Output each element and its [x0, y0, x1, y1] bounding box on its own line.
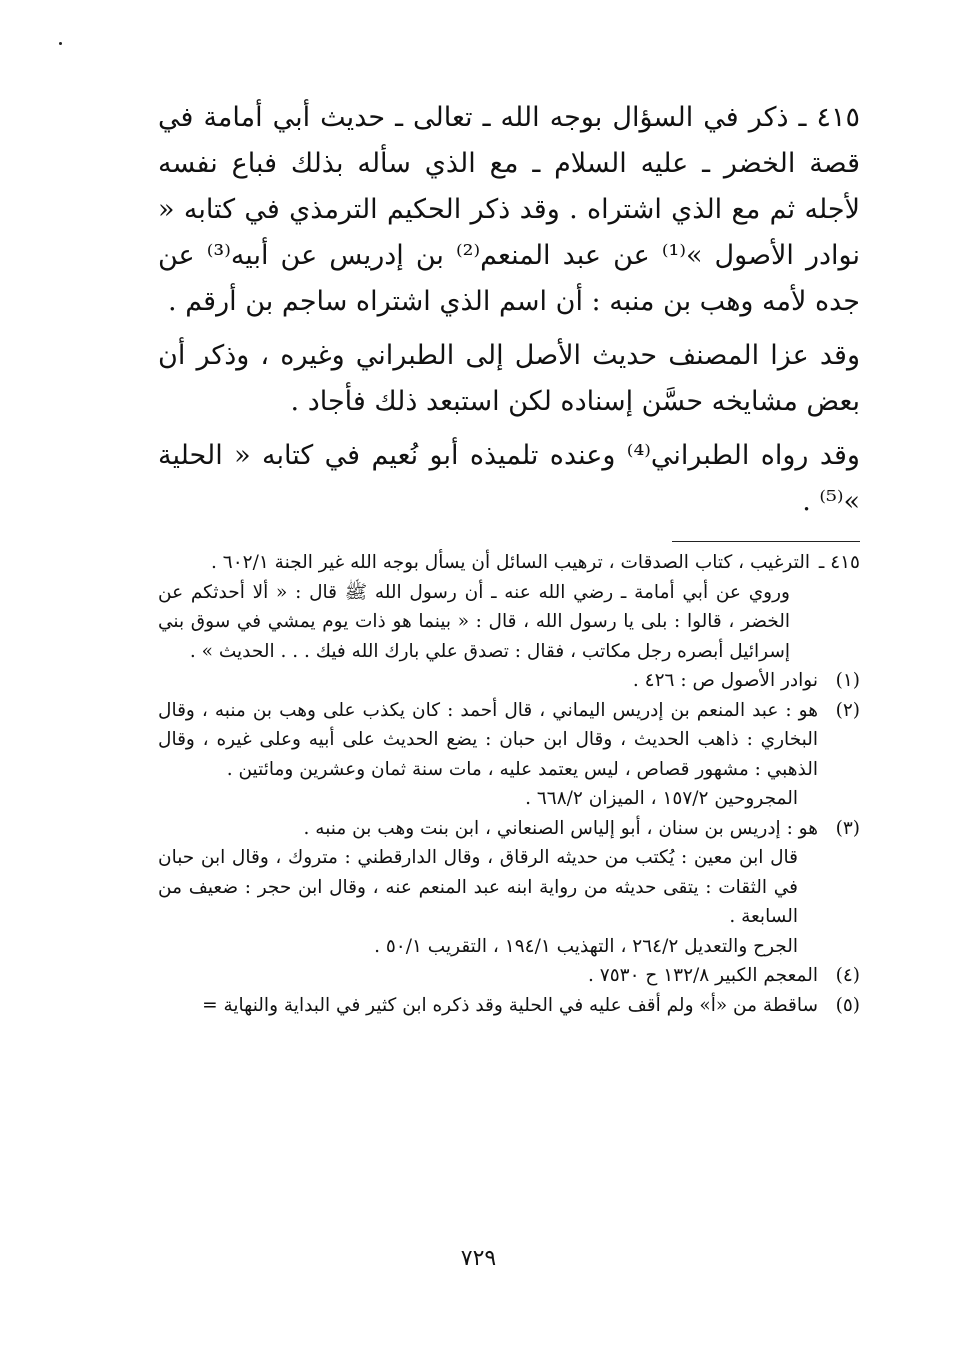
footnote-body	[158, 666, 818, 696]
footnote-line: الجرح والتعديل ٢٦٤/٢ ، التهذيب ١٩٤/١ ، التقريب ٥٠/١ .	[374, 935, 798, 957]
footnote-body	[158, 696, 818, 814]
footnote-line: قال ابن معين : يُكتب من حديثه الرقاق ، وقال الدارقطني : متروك ، وقال ابن حبان في الثقات : يتقى حديثه من رواية ابنه عبد المنعم عنه ، وقال ابن حجر : ضعيف من السابعة .	[158, 847, 798, 927]
footnote-line: هو : عبد المنعم بن إدريس اليماني ، قال أحمد : كان يكذب على وهب بن منبه ، وقال البخاري : ذاهب الحديث ، وقال ابن حبان : يضع الحديث على أبيه وعلى غيره ، وقال الذهبي : مشهور قصاص ، ليس يعتمد عليه ، مات سنة ثمان وعشرين ومائتين .	[158, 699, 818, 780]
footnote-line: الترغيب ، كتاب الصدقات ، ترهيب السائل أن يسأل بوجه الله غير الجنة ٦٠٢/١ .	[211, 552, 810, 573]
footnote-number: (٥)	[835, 994, 860, 1016]
footnote-body	[158, 991, 818, 1021]
footnote-line: المجروحين ١٥٧/٢ ، الميزان ٦٦٨/٢ .	[525, 788, 798, 809]
footnote-2	[158, 696, 860, 814]
footnote-1	[158, 666, 860, 696]
footnotes-section	[158, 548, 860, 1020]
footnote-body	[158, 548, 810, 666]
footnote-number: (٢)	[835, 699, 860, 721]
paragraph-attribution: وقد عزا المصنف حديث الأصل إلى الطبراني وغيره ، وذكر أن بعض مشايخه حسَّن إسناده لكن استبعد ذلك فأجاد .	[158, 340, 860, 417]
footnote-number: (٤)	[835, 965, 860, 986]
footnote-415	[158, 548, 860, 666]
footnote-line: هو : إدريس بن سنان ، أبو إلياس الصنعاني ، ابن بنت وهب بن منبه .	[303, 817, 818, 839]
footnote-number: ٤١٥ ـ	[818, 552, 860, 573]
page-number: ٧٢٩	[460, 1246, 497, 1271]
main-text	[158, 95, 860, 525]
footnote-line: نوادر الأصول ص : ٤٢٦ .	[632, 670, 818, 691]
footnote-line: وروي عن أبي أمامة ـ رضي الله عنه ـ أن رسول الله ﷺ قال : « ألا أحدثكم عن الخضر ، قالوا : بلى يا رسول الله ، قال : « بينما هو ذات يوم يمشي في سوق بني إسرائيل أبصره رجل مكاتب ، فقال : تصدق علي بارك الله فيك . . . الحديث » .	[158, 581, 790, 662]
footnote-divider	[672, 541, 860, 542]
footnote-5	[158, 991, 860, 1021]
footnote-body	[158, 814, 818, 962]
footnote-4	[158, 961, 860, 991]
footnote-3	[158, 814, 860, 962]
footnote-number: (٣)	[835, 817, 860, 839]
paragraph-415: ٤١٥ ـ ذكر في السؤال بوجه الله ـ تعالى ـ حديث أبي أمامة في قصة الخضر ـ عليه السلام ـ مع الذي سأله بذلك فباع نفسه لأجله ثم مع الذي اشتراه . وقد ذكر الحكيم الترمذي في كتابه « نوادر الأصول »⁽¹⁾ عن عبد المنعم⁽²⁾ بن إدريس عن أبيه⁽³⁾ عن جده لأمه وهب بن منبه : أن اسم الذي اشتراه ساجم بن أرقم .	[158, 102, 861, 317]
footnote-body	[158, 961, 818, 991]
scan-speck	[59, 42, 62, 45]
footnote-line: ساقطة من «أ» ولم أقف عليه في الحلية وقد ذكره ابن كثير في البداية والنهاية =	[202, 994, 818, 1016]
paragraph-narration: وقد رواه الطبراني⁽⁴⁾ وعنده تلميذه أبو نُعيم في كتابه « الحلية »⁽⁵⁾ .	[158, 440, 860, 517]
footnote-line: المعجم الكبير ١٣٢/٨ ح ٧٥٣٠ .	[588, 965, 818, 986]
footnote-number: (١)	[835, 670, 860, 691]
